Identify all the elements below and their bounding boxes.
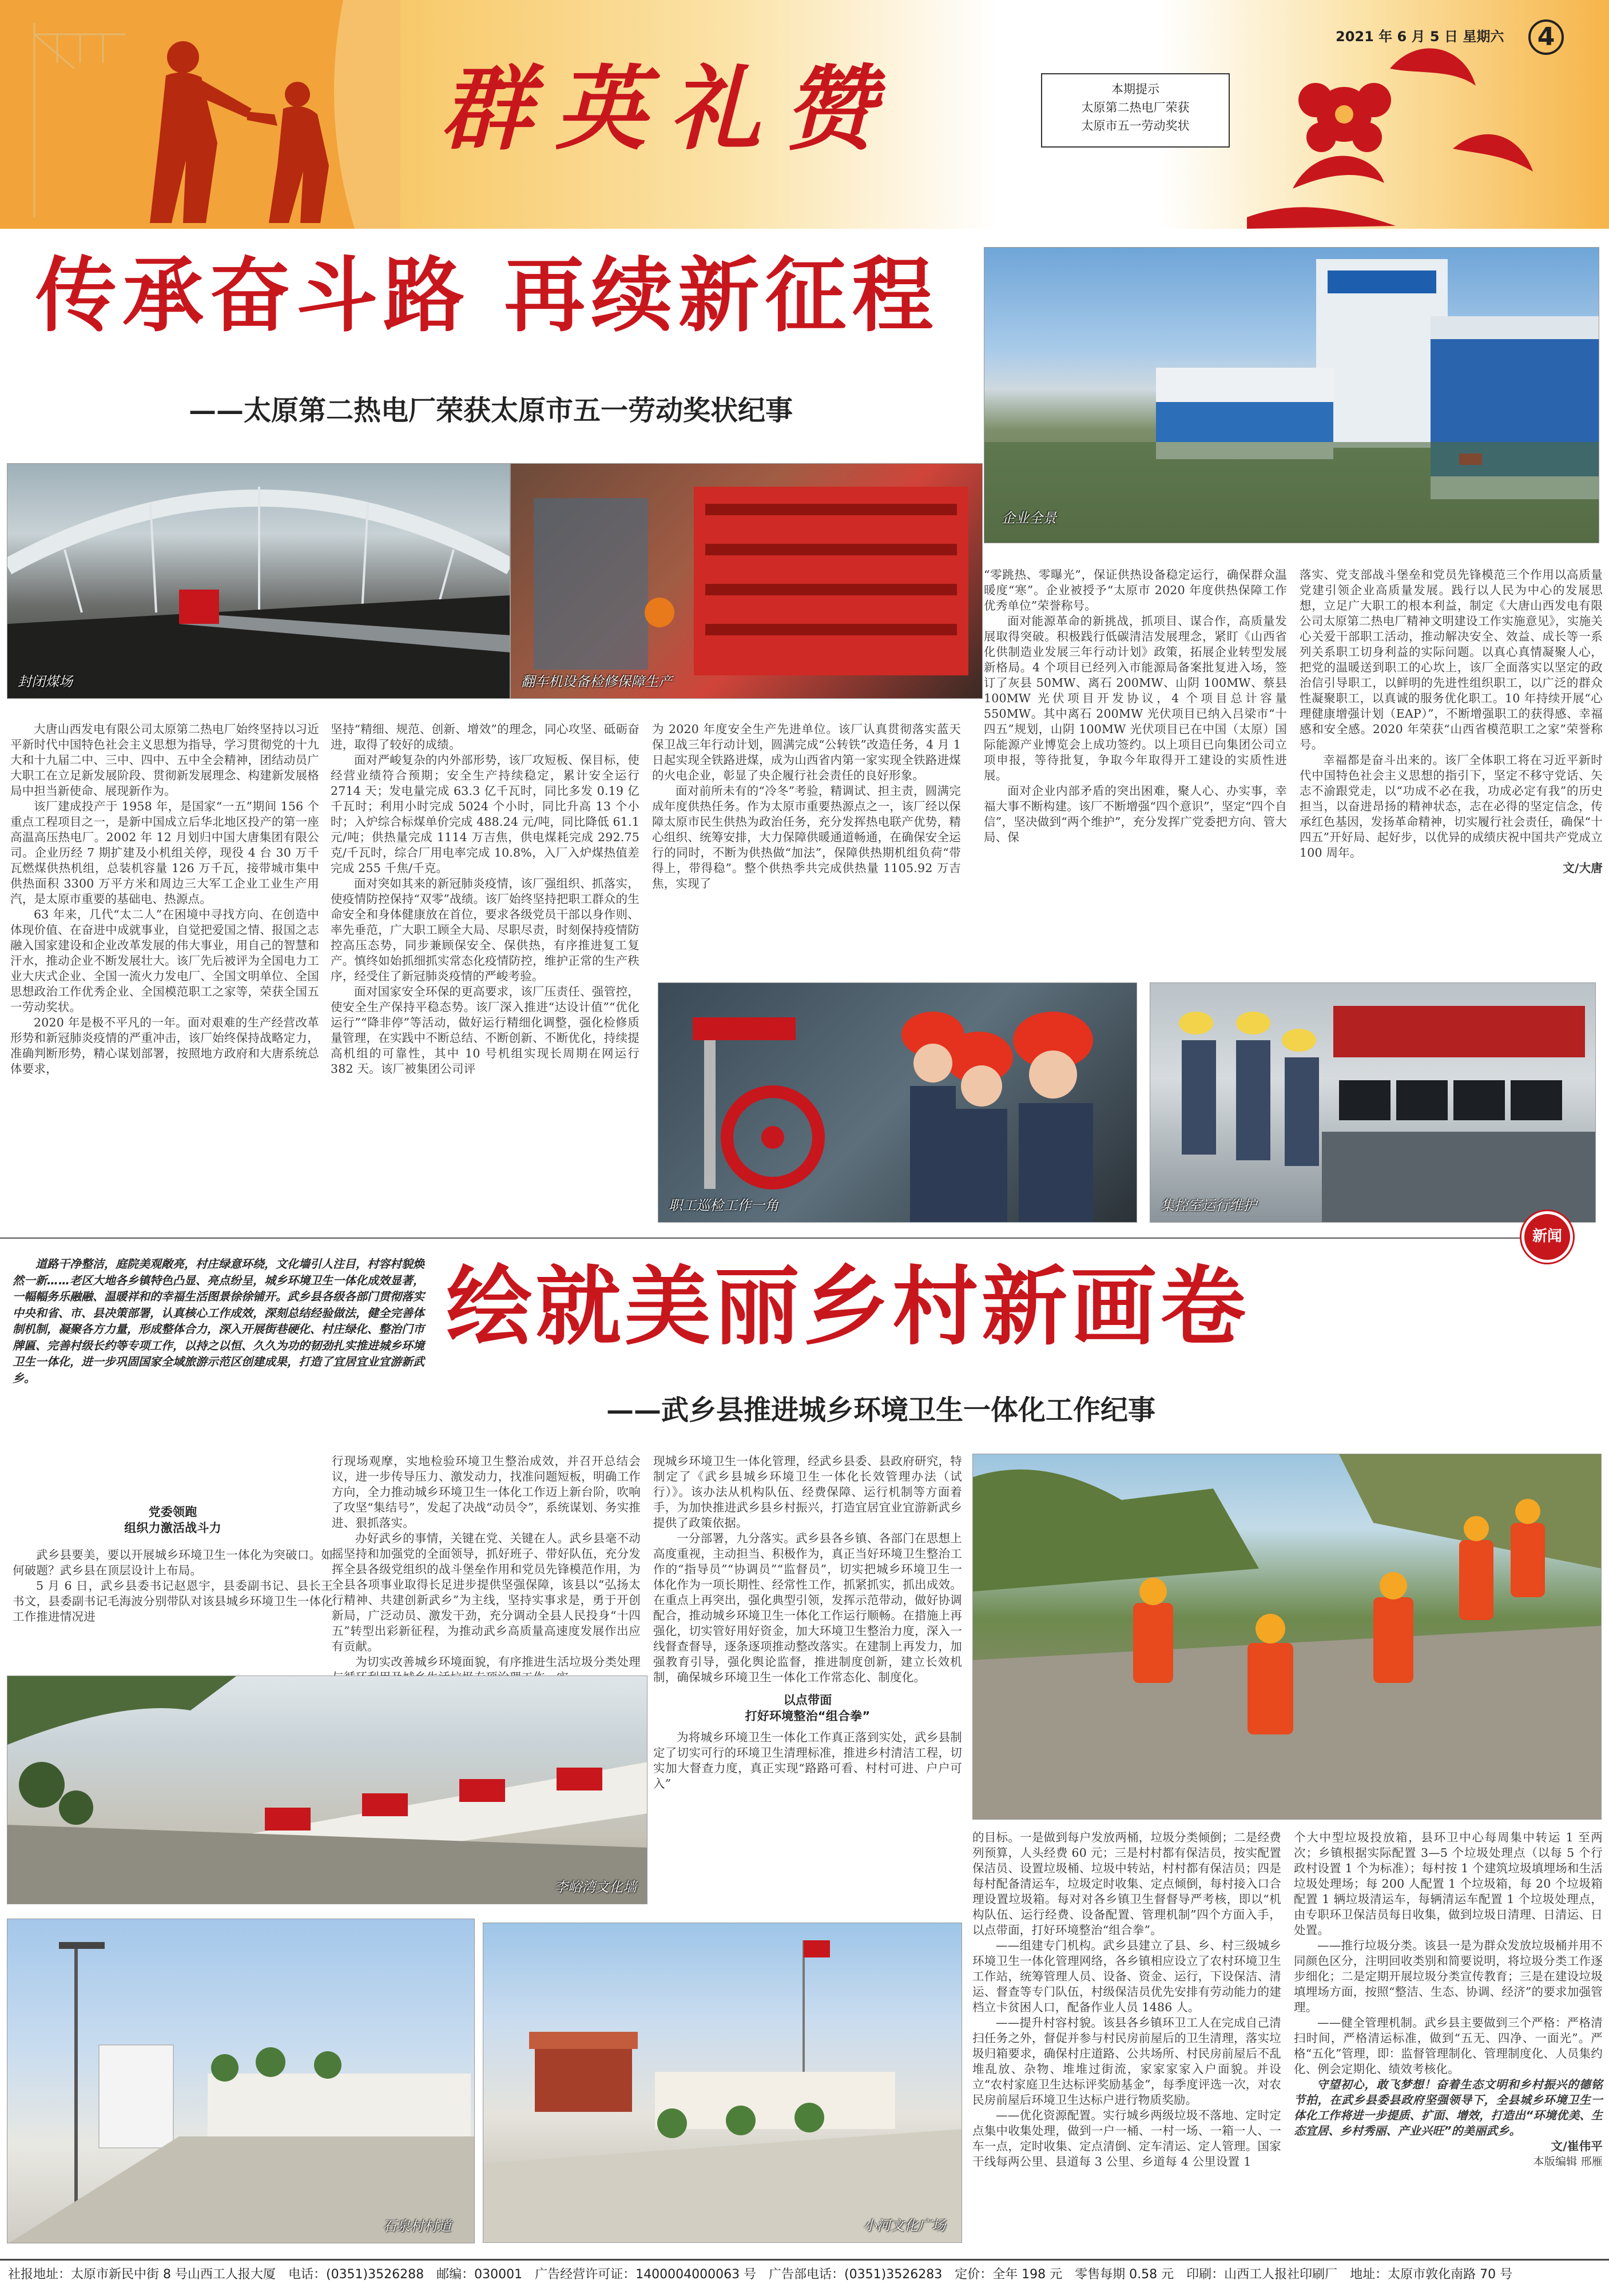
story1-paragraph: 该厂建成投产于 1958 年，是国家“一五”期间 156 个重点工程项目之一，是新中国成立后华北地区投产的第一座高温高压热电厂。2002 年 12 月划归中国大唐集团有限公司。企业历经 7 期扩建及小机组关停，现役 4 台 30 万千瓦燃煤供热机组，总装机容量 126 万千瓦，接带城市集中供热面积 3300 万平方米和周边三大军工企业工业生产用汽，是太原市重要的基础电、热源点。 <box>10 799 319 906</box>
story1-paragraph: “零跳热、零曝光”，保证供热设备稳定运行，确保群众温暖度“寒”。企业被授予“太原市 2020 年度供热保障工作优秀单位”荣誉称号。 <box>984 568 1287 612</box>
story1-paragraph: 面对能源革命的新挑战，抓项目、谋合作，高质量发展取得突破。积极践行低碳清洁发展理念，紧盯《山西省化供制造业发展三年行动计划》政策，拓展企业转型发展新格局。4 个项目已经列入市能源局备案批复进入场，签订了灰县 50MW、离石 200MW、山阴 100MW、蔡县 100MW 光伏项目开发协议，4 个项目总计容量 550MW。其中离石 200MW 光伏项目已纳入吕梁市“十四五”规划，山阴 100MW 光伏项目已在中国（太原）国际能源产业博览会上成功签约。以上项目已向集团公司立项申报，等待批复，争取今年取得开工建设的实质性进展。 <box>984 614 1287 782</box>
story1-column-1 <box>10 722 319 1077</box>
story1-paragraph: 面对企业内部矛盾的突出困难，聚人心、办实事，幸福大事不断构建。该厂不断增强“四个意识”，坚定“四个自信”，坚决做到“两个维护”，充分发挥广党委把方向、管大局、保 <box>984 784 1287 844</box>
story1-subtitle: ——太原第二热电厂荣获太原市五一劳动奖状纪事 <box>189 395 793 427</box>
story2-column-1 <box>13 1504 333 1625</box>
column-title: 群英礼赞 <box>440 55 899 162</box>
story2-subhead-1b: 组织力激活战斗力 <box>124 1521 221 1535</box>
story1-paragraph: 面对前所未有的“冷冬”考验，精调试、担主责，圆满完成年度供热任务。作为太原市重要热源点之一，该厂经以保障太原市民生供热为政治任务，充分发挥热电联产优势，精心组织、统筹安排，大力保障供暖通道畅通，在确保安全运行的同时，不断为供热做“加法”，保障供热期机组负荷“带得上，带得稳”。整个供热季共完成供热量 1105.92 万吉焦，实现了 <box>652 784 961 890</box>
story2-paragraph: 现城乡环境卫生一体化管理，经武乡县委、县政府研究，特制定了《武乡县城乡环境卫生一体化长效管理办法（试行）》。该办法从机构队伍、经费保障、运行机制等方面着手，为加快推进武乡县乡村振兴，打造宜居宜业宜游新武乡提供了政策依据。 <box>653 1454 962 1530</box>
page-editor: 本版编辑 邢雁 <box>1533 2155 1603 2168</box>
story2-paragraph: 为切实改善城乡环境面貌，有序推进生活垃圾分类处理 <box>355 1655 641 1669</box>
story1-column-4 <box>984 567 1287 845</box>
story2-column-5 <box>1294 1830 1603 2170</box>
coal-yard-caption: 封闭煤场 <box>18 674 73 690</box>
story1-paragraph: 落实、党支部战斗堡垒和党员先锋模范三个作用以高质量党建引领企业高质量发展。践行以人民为中心的发展思想，立足广大职工的根本利益，制定《大唐山西发电有限公司太原第二热电厂精神文明建设工作实施意见》，实施关心关爱干部职工活动，推动解决安全、效益、成长等一系列关系职工切身利益的实际问题。以真心真情凝聚人心，把党的温暖送到职工的心坎上，该厂全面落实以坚定的政治信引导职工，以鲜明的先进性组织职工，以广泛的群众性凝聚职工，以真诚的服务优化职工。10 年持续开展“心理健康增强计划（EAP）”，不断增强职工的获得感、幸福感和安全感。2020 年荣获“山西省模范职工之家”荣誉称号。 <box>1300 568 1603 751</box>
village-road-caption: 石泉村村道 <box>383 2218 451 2234</box>
issue-hint-box <box>1041 73 1230 148</box>
hint-line-1: 太原第二热电厂荣获 <box>1081 101 1190 114</box>
story2-lede: 道路干净整洁，庭院美观敞亮，村庄绿意环绕，文化墙引人注目，村容村貌焕然一新……老区大地各乡镇特色凸显、亮点纷呈，城乡环境卫生一体化成效显著，一幅幅务乐融融、温暖祥和的幸福生活图景徐徐铺开。武乡县各级各部门贯彻落实中央和省、市、县决策部署，认真核心工作成效，深刻总结经验做法，健全完善体制机制，凝聚各方力量，形成整体合力，深入开展街巷硬化、村庄绿化、整治门市牌匾、完善村级长约等专项工作，以持之以恒、久久为功的韧劲扎实推进城乡环境卫生一体化，进一步巩固国家全域旅游示范区创建成果，打造了宜居宜业宜游新武乡。 <box>13 1257 424 1385</box>
story2-byline: 文/崔伟平 <box>1551 2139 1603 2153</box>
story2-paragraph: 行现场观摩，实地检验环境卫生整治成效，并召开总结会议，进一步传导压力、激发动力，找准问题短板，明确工作方向，全力推动城乡环境卫生一体化工作迈上新台阶，吹响了攻坚“集结号”，发起了决战“动员令”，系统谋划、务实推进、狠抓落实。 <box>332 1454 641 1530</box>
news-stamp <box>1521 1211 1573 1263</box>
story2-subhead-3b: 打好环境整治“组合拳” <box>745 1709 871 1723</box>
culture-wall-caption: 李峪湾文化墙 <box>554 1879 637 1895</box>
section-divider <box>0 1237 1520 1239</box>
plant-panorama-photo <box>984 247 1599 543</box>
coal-yard-photo <box>7 463 510 699</box>
story2-paragraph: 个大中型垃圾投放箱，县环卫中心每周集中转运 1 至两次；乡镇根据实际配置 3—5 个垃圾处理点（以每 5 个行政村设置 1 个为标准）；每村按 1 个建筑垃圾填埋场和生活垃圾处理场；每 200 人配置 1 个垃圾箱，每 20 个垃圾箱配置 1 辆垃圾清运车，每辆清运车配置 1 个垃圾处理点，由专职环卫保洁员每日收集，做到垃圾日清理、日清运、日处置。 <box>1294 1831 1603 1937</box>
story1-headline: 传承奋斗路 再续新征程 <box>35 249 939 343</box>
story1-paragraph: 坚持“精细、规范、创新、增效”的理念，同心攻坚、砥砺奋进，取得了较好的成绩。 <box>331 722 639 751</box>
story2-paragraph: ——提升村容村貌。该县各乡镇环卫工人在完成自己清扫任务之外，督促并参与村民房前屋后的卫生清理，落实垃圾归箱要求，确保村庄道路、公共场所、村民房前屋后不乱堆乱放、杂物、堆堆过街流，家家家家入户面貌。并设立“农村家庭卫生达标评奖励基金”，每季度评选一次，对农民房前屋后环境卫生达标户进行物质奖励。 <box>972 2016 1281 2107</box>
story1-paragraph: 63 年来，几代“太二人”在困境中寻找方向、在创造中体现价值、在奋进中成就事业，自觉把爱国之情、报国之志融入国家建设和企业改革发展的伟大事业，用自己的智慧和汗水，推动企业不断发展壮大。该厂先后被评为全国电力工业大庆式企业、全国一流火力发电厂、全国文明单位、全国思想政治工作优秀企业、全国模范职工之家等，荣获全国五一劳动奖状。 <box>10 908 319 1014</box>
story2-paragraph: ——推行垃圾分类。该县一是为群众发放垃圾桶并用不同颜色区分，注明回收类别和简要说明，将垃圾分类工作逐步细化；二是定期开展垃圾分类宣传教育；三是在建设垃圾填埋场方面，按照“整洁、生态、协调、经济”的要求加强管理。 <box>1294 1939 1603 2014</box>
news-stamp-text: 新闻 <box>1532 1228 1562 1245</box>
control-room-photo <box>1150 982 1596 1223</box>
story2-closing: 守望初心，敢飞梦想！奋着生态文明和乡村振兴的德铭节拍，在武乡县委县政府坚强领导下，全县城乡环境卫生一体化工作将进一步提质、扩面、增效，打造出“环境优美、生态宜居、乡村秀丽、产业兴旺”的美丽武乡。 <box>1294 2078 1603 2138</box>
story2-paragraph: ——组建专门机构。武乡县建立了县、乡、村三级城乡环境卫生一体化管理网络，各乡镇相应设立了农村环境卫生工作站，统筹管理人员、设备、资金、运行，下设保洁、清运、督查等专门队伍，村级保洁员优先安排有劳动能力的建档立卡贫困人口，配备作业人员 1486 人。 <box>972 1939 1281 2014</box>
story2-paragraph: ——健全管理机制。武乡县主要做到三个严格：严格清扫时间，严格清运标准，做到“五无、四净、一面光”。严格“五化”管理，即：监督管理制化、管理制度化、人员集约化、例会定期化、绩效考核化。 <box>1294 2016 1603 2076</box>
story1-column-2 <box>331 722 639 1077</box>
story2-subtitle: ——武乡县推进城乡环境卫生一体化工作纪事 <box>606 1394 1156 1426</box>
village-road-photo <box>7 1919 475 2243</box>
story2-paragraph: 为将城乡环境卫生一体化工作真正落到实处，武乡县制定了切实可行的环境卫生清理标准，推进乡村清洁工程，切实加大督查力度，真正实现“路路可看、村村可进、户户可入” <box>653 1730 962 1790</box>
footer-info: 社报地址：太原市新民中街 8 号山西工人报大厦 电话：(0351)3526288 邮编：030001 广告经营许可证：1400004000063 号 广告部电话：(0351)3526283 定价：全年 198 元 零售每期 0.58 元 印刷：山西工人报社印刷厂 地址：太原市敦化南路 70 号 <box>8 2267 1513 2282</box>
story2-paragraph: 一分部署，九分落实。武乡县各乡镇、各部门在思想上高度重视，主动担当、积极作为，真正当好环境卫生整治工作的“指导员”“协调员”“监督员”，切实把城乡环境卫生一体化作为一项长期性、经常性工作，抓紧抓实，抓出成效。在重点上再突出，强化典型引领，发挥示范带动，做好协调配合，推动城乡环境卫生一体化工作运行顺畅。在措施上再强化，切实管好用好资金，加大环境卫生整治力度，深入一线督查督导，逐条逐项推动整改落实。在建制上再发力，加强教育引导，强化舆论监督，推进制度创新，建立长效机制，确保城乡环境卫生一体化工作常态化、制度化。 <box>653 1531 962 1684</box>
story1-paragraph: 幸福都是奋斗出来的。该厂全体职工将在习近平新时代中国特色社会主义思想的指引下，坚定不移守党话、矢志不渝跟党走，以“功成不必在我，功成必定有我”的历史担当，以奋进昂扬的精神状态，志在必得的坚定信念，传承红色基因，发扬革命精神，切实履行社会责任，确保“十四五”开好局、起好步，以优异的成绩庆祝中国共产党成立 100 周年。 <box>1300 753 1603 859</box>
culture-wall-photo <box>7 1676 647 1904</box>
story2-column-4 <box>972 1830 1281 2170</box>
valve-inspection-photo <box>658 982 1137 1223</box>
street-cleaning-photo <box>972 1454 1602 1820</box>
story1-column-5 <box>1300 567 1603 876</box>
plant-photo-caption: 企业全景 <box>1002 510 1056 526</box>
story1-paragraph: 大唐山西发电有限公司太原第二热电厂始终坚持以习近平新时代中国特色社会主义思想为指导，学习贯彻党的十九大和十九届二中、三中、四中、五中全会精神，团结动员广大职工在立足新发展阶段、贯彻新发展理念、构建新发展格局中担当新使命、展现新作为。 <box>10 722 319 798</box>
story1-paragraph: 面对国家安全环保的更高要求，该厂压责任、强管控，使安全生产保持平稳态势。该厂深入推进“达设计值”“优化运行”“降非停”等活动，做好运行精细化调整，强化检修质量管理，在实践中不断总结、不断创新、不断优化，持续提高机组的可靠性，其中 10 号机组实现长周期在网运行 382 天。该厂被集团公司评 <box>331 985 639 1076</box>
story2-paragraph: ——优化资源配置。实行城乡两级垃圾不落地、定时定点集中收集处理，做到一户一桶、一村一场、一箱一人、一车一点，定时收集、定点清倒、定车清运、定人管理。国家干线每两公里、县道每 3 公里、乡道每 4 公里设置 1 <box>972 2108 1281 2168</box>
story2-headline: 绘就美丽乡村新画卷 <box>446 1258 1250 1357</box>
car-dumper-caption: 翻车机设备检修保障生产 <box>521 674 672 690</box>
story2-subhead-1a: 党委领跑 <box>148 1505 197 1519</box>
story1-paragraph: 面对严峻复杂的内外部形势，该厂攻短板、保目标，使经营业绩符合预期；安全生产持续稳定，累计安全运行 2714 天；发电量完成 63.3 亿千瓦时，同比多发 0.19 亿千瓦时；利用小时完成 5024 个小时，同比升高 13 个小时；入炉综合标煤单价完成 488.24 元/吨，同比降低 61.1 元/吨；供热量完成 1114 万吉焦，供电煤耗完成 292.75 克/千瓦时，综合厂用电率完成 10.8%，入厂入炉煤热值差完成 255 千焦/千克。 <box>331 753 639 875</box>
story2-paragraph: 办好武乡的事情，关键在党、关键在人。武乡县毫不动摇坚持和加强党的全面领导，抓好班子、带好队伍，充分发挥全县各级党组织的战斗堡垒作用和党员先锋模范作用，为全县各项事业取得长足进步提供坚强保障，该县以“弘扬太行精神、共建创新武乡”为主线，坚持实事求是，勇于开创新局，广泛动员、激发干劲，充分调动全县人民投身“十四五”转型出彩新征程，为推动武乡高质量高速度发展作出应有贡献。 <box>332 1531 641 1653</box>
valve-photo-caption: 职工巡检工作一角 <box>669 1197 778 1213</box>
story1-paragraph: 面对突如其来的新冠肺炎疫情，该厂强组织、抓落实，使疫情防控保持“双零”战绩。该厂始终坚持把职工群众的生命安全和身体健康放在首位，要求各级党员干部以身作则、率先垂范，广大职工顾全大局、尽职尽责，时刻保持疫情防控高压态势，同步兼顾保安全、保供热，有序推进复工复产。慎终如始抓细抓实常态化疫情防控，维护正常的生产秩序，经受住了新冠肺炎疫情的严峻考验。 <box>331 877 639 983</box>
worker-silhouette-graphic <box>0 0 400 229</box>
story1-byline: 文/大唐 <box>1563 861 1603 875</box>
culture-square-caption: 小河文化广场 <box>863 2218 945 2234</box>
page-number: 4 <box>1528 19 1564 55</box>
footer-rule <box>0 2259 1609 2261</box>
control-room-caption: 集控室运行维护 <box>1161 1197 1257 1213</box>
story1-column-3 <box>652 722 961 892</box>
story1-paragraph: 2020 年是极不平凡的一年。面对艰难的生产经营改革形势和新冠肺炎疫情的严重冲击，该厂始终保持战略定力，准确判断形势，精心谋划部署，按照地方政府和大唐系统总体要求， <box>10 1016 319 1076</box>
story2-column-3 <box>653 1454 962 1792</box>
story2-paragraph: 的目标。一是做到每户发放两桶，垃圾分类倾倒；二是经费列预算，人头经费 60 元；三是村村都有保洁员，按实配置保洁员、设置垃圾桶、垃圾中转站，村村都有保洁员；四是每村配备清运车，垃圾定时收集、定点倾倒，每村接入口合理设置垃圾箱。每对对各乡镇卫生督督导严考核，即以“机构队伍、运行经费、设备配置、管理机制”四个方面入手，以点带面，打好环境整治“组合拳”。 <box>972 1831 1281 1937</box>
story2-paragraph: 5 月 6 日，武乡县委书记赵恩宇，县委副书记、县长王书文，县委副书记毛海波分别带队对该县城乡环境卫生一体化工作推进情况进 <box>13 1579 333 1623</box>
hint-line-2: 太原市五一劳动奖状 <box>1081 119 1190 133</box>
story2-subhead-3a: 以点带面 <box>783 1693 832 1707</box>
masthead-banner <box>0 0 1609 229</box>
story2-column-2 <box>332 1454 641 1685</box>
car-dumper-photo <box>510 463 983 699</box>
story1-paragraph: 为 2020 年度安全生产先进单位。该厂认真贯彻落实蓝天保卫战三年行动计划，圆满完成“公转铁”改造任务，4 月 1 日起实现全铁路进煤，成为山西省内第一家实现全铁路进煤的火电企业，彰显了央企履行社会责任的良好形象。 <box>652 722 961 782</box>
culture-square-photo <box>483 1923 962 2243</box>
date-line: 2021 年 6 月 5 日 星期六 <box>1336 29 1504 45</box>
story2-paragraph: 武乡县要美，要以开展城乡环境卫生一体化为突破口。如何破题？武乡县在顶层设计上布局。 <box>13 1548 333 1577</box>
hint-title: 本期提示 <box>1111 82 1159 96</box>
